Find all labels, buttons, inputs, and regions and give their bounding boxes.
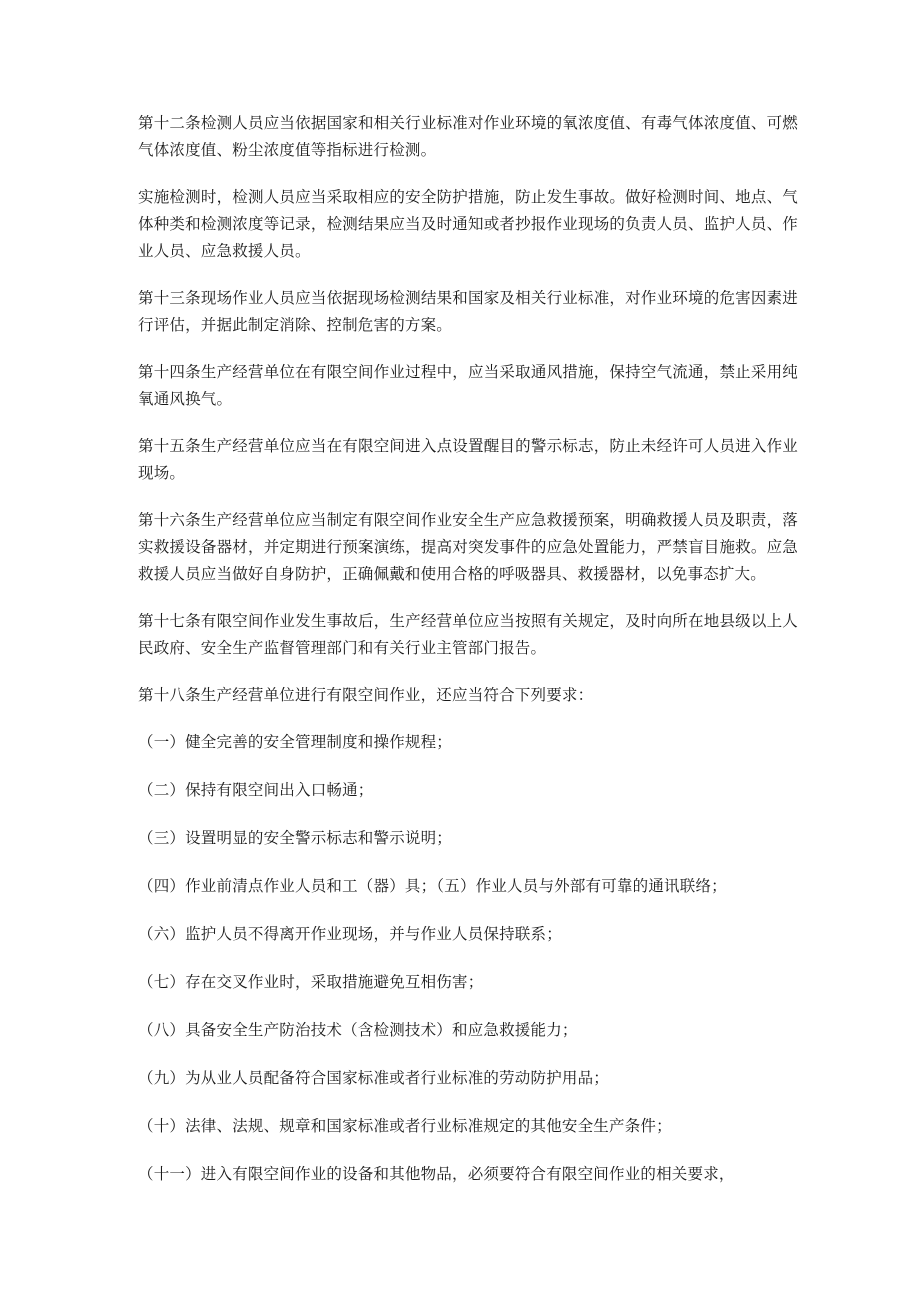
list-item-8: （八）具备安全生产防治技术（含检测技术）和应急救援能力；	[138, 1021, 578, 1039]
list-item-3: （三）设置明显的安全警示标志和警示说明；	[138, 829, 453, 847]
paragraph-detection-measures: 实施检测时，检测人员应当采取相应的安全防护措施，防止发生事故。做好检测时间、地点、气体种类和检测浓度等记录，检测结果应当及时通知或者抄报作业现场的负责人员、监护人员、作业人员、应急救援人员。	[138, 188, 798, 260]
list-item-7: （七）存在交叉作业时，采取措施避免互相伤害；	[138, 973, 484, 991]
paragraph-article-17: 第十七条有限空间作业发生事故后，生产经营单位应当按照有关规定，及时向所在地县级以上人民政府、安全生产监督管理部门和有关行业主管部门报告。	[138, 612, 798, 657]
list-item-2: （二）保持有限空间出入口畅通；	[138, 781, 374, 799]
paragraph-article-18: 第十八条生产经营单位进行有限空间作业，还应当符合下列要求：	[138, 686, 594, 704]
list-item-11: （十一）进入有限空间作业的设备和其他物品，必须要符合有限空间作业的相关要求，	[138, 1165, 735, 1183]
paragraph-article-16: 第十六条生产经营单位应当制定有限空间作业安全生产应急救援预案，明确救援人员及职责，落实救援设备器材，并定期进行预案演练，提高对突发事件的应急处置能力，严禁盲目施救。应急救援人员应当做好自身防护，正确佩戴和使用合格的呼吸器具、救援器材，以免事态扩大。	[138, 511, 798, 583]
list-item-4-5: （四）作业前清点作业人员和工（器）具；（五）作业人员与外部有可靠的通讯联络；	[138, 877, 727, 895]
paragraph-article-15: 第十五条生产经营单位应当在有限空间进入点设置醒目的警示标志，防止未经许可人员进入作业现场。	[138, 437, 798, 482]
paragraph-article-13: 第十三条现场作业人员应当依据现场检测结果和国家及相关行业标准，对作业环境的危害因素进行评估，并据此制定消除、控制危害的方案。	[138, 289, 798, 334]
list-item-6: （六）监护人员不得离开作业现场，并与作业人员保持联系；	[138, 925, 562, 943]
document-body	[138, 110, 798, 1209]
list-item-9: （九）为从业人员配备符合国家标准或者行业标准的劳动防护用品；	[138, 1069, 610, 1087]
list-item-10: （十）法律、法规、规章和国家标准或者行业标准规定的其他安全生产条件；	[138, 1117, 672, 1135]
paragraph-article-14: 第十四条生产经营单位在有限空间作业过程中，应当采取通风措施，保持空气流通，禁止采用纯氧通风换气。	[138, 363, 798, 408]
list-item-1: （一）健全完善的安全管理制度和操作规程；	[138, 733, 453, 751]
paragraph-article-12: 第十二条检测人员应当依据国家和相关行业标准对作业环境的氧浓度值、有毒气体浓度值、可燃气体浓度值、粉尘浓度值等指标进行检测。	[138, 114, 798, 159]
